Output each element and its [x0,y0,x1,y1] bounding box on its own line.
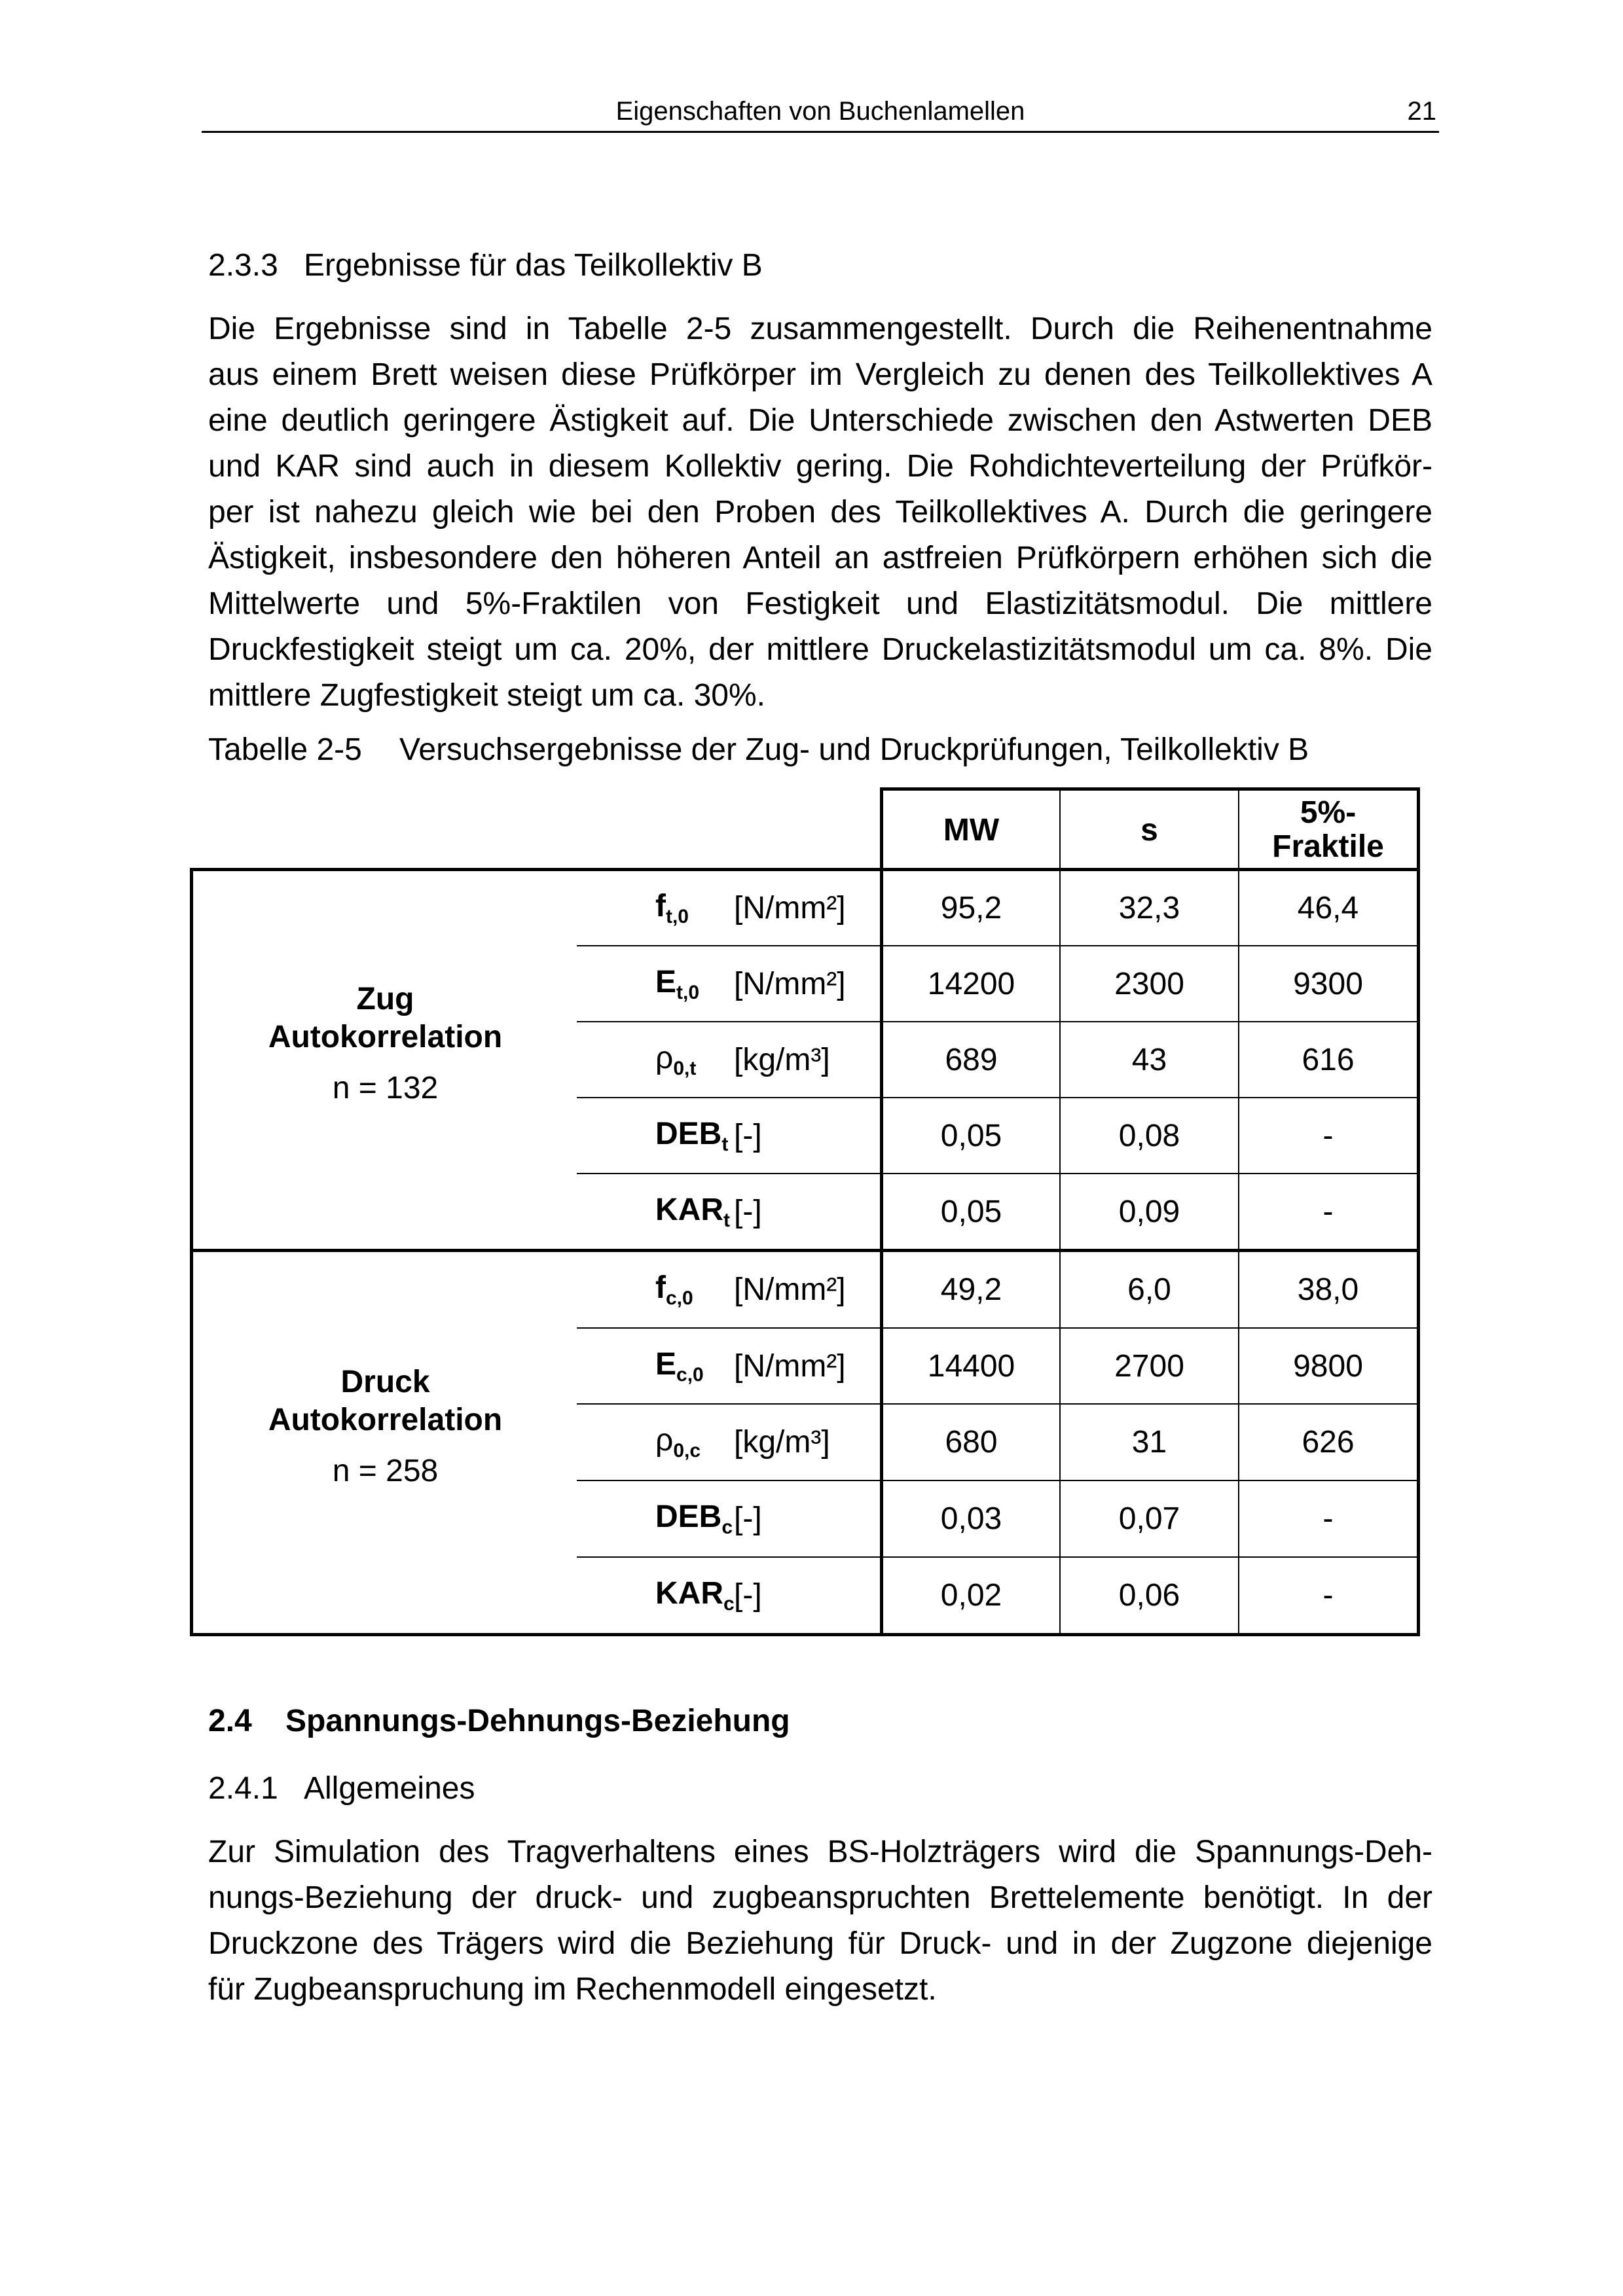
cell-s: 31 [1131,1425,1167,1460]
cell-mw: 49,2 [940,1272,1002,1307]
cell-mw: 0,03 [940,1501,1002,1536]
cell-s: 0,07 [1118,1501,1180,1536]
group-subtitle: Autokorrelation [268,1403,503,1437]
paragraph-line: Zur Simulation des Tragverhaltens eines BS-Holzträgers wird die Spannungs-Deh- [208,1835,1432,1869]
group-name: Zug [356,982,414,1016]
column-header-s: s [1140,812,1158,848]
group-sample-size: n = 132 [332,1071,439,1105]
cell-fractile: - [1322,1194,1334,1229]
group-label-compression [194,1363,577,1490]
paragraph-line: Ästigkeit, insbesondere den höheren Anteil an astfreien Prüfkörpern erhöhen sich die [208,541,1432,575]
row-symbol: $\rho_{0,c}$ [655,1423,701,1462]
cell-mw: 0,05 [940,1118,1002,1153]
paragraph-line: per ist nahezu gleich wie bei den Proben des Teilkollektives A. Durch die geringere [208,495,1432,529]
subsection-title: Ergebnisse für das Teilkollektiv B [304,248,763,283]
cell-mw: 0,02 [940,1578,1002,1613]
row-symbol: $DEB_c$ [655,1499,733,1538]
table-caption-number: Tabelle 2-5 [208,732,362,767]
group-name: Druck [340,1365,430,1399]
row-unit: [kg/m³] [734,1042,830,1077]
paragraph-line: mittlere Zugfestigkeit steigt um ca. 30%. [208,678,766,713]
row-unit: [N/mm²] [734,1272,846,1307]
section-heading-2-4 [208,1703,790,1739]
cell-s: 0,08 [1118,1118,1180,1153]
cell-mw: 14400 [927,1348,1015,1384]
row-symbol: $KAR_c$ [655,1576,735,1615]
cell-mw: 0,05 [940,1194,1002,1229]
row-unit: [-] [734,1194,762,1229]
cell-s: 6,0 [1127,1272,1171,1307]
cell-mw: 95,2 [940,891,1002,925]
cell-mw: 689 [945,1042,998,1077]
row-unit: [N/mm²] [734,966,846,1001]
group-subtitle: Autokorrelation [268,1020,503,1054]
paragraph-line: und KAR sind auch in diesem Kollektiv gering. Die Rohdichteverteilung der Prüfkör- [208,449,1432,484]
row-symbol: $KAR_t$ [655,1192,730,1231]
cell-fractile: 38,0 [1297,1272,1359,1307]
column-header-fractile [1239,791,1417,869]
cell-s: 0,06 [1118,1578,1180,1613]
row-unit: [N/mm²] [734,891,846,925]
group-label-tension [194,980,577,1107]
section-number: 2.4 [208,1704,252,1738]
row-symbol: $f_{c,0}$ [655,1270,693,1309]
row-symbol: $E_{c,0}$ [655,1346,704,1386]
cell-s: 32,3 [1118,891,1180,925]
row-symbol: $\rho_{0,t}$ [655,1040,697,1079]
cell-fractile: - [1322,1118,1334,1153]
cell-mw: 680 [945,1425,998,1460]
group-sample-size: n = 258 [332,1454,439,1488]
paragraph-line: Druckfestigkeit steigt um ca. 20%, der mittlere Druckelastizitätsmodul um ca. 8%. Die [208,632,1432,667]
row-unit: [-] [734,1578,762,1613]
section-title: Spannungs-Dehnungs-Beziehung [285,1704,790,1738]
cell-fractile: - [1322,1578,1334,1613]
subsection-number: 2.3.3 [208,248,278,283]
cell-fractile: 9300 [1293,966,1363,1001]
subsection-heading-2-4-1 [208,1770,475,1806]
row-symbol: $f_{t,0}$ [655,889,689,927]
cell-s: 2300 [1114,966,1184,1001]
subsection-title: Allgemeines [304,1771,475,1806]
paragraph-line: Mittelwerte und 5%-Fraktilen von Festigkeit und Elastizitätsmodul. Die mittlere [208,586,1432,621]
paragraph-line: eine deutlich geringere Ästigkeit auf. Die Unterschiede zwischen den Astwerten DEB [208,403,1432,438]
paragraph-line: Druckzone des Trägers wird die Beziehung für Druck- und in der Zugzone diejenige [208,1926,1432,1961]
cell-s: 43 [1131,1042,1167,1077]
column-header-mw: MW [943,812,1000,848]
row-unit: [-] [734,1501,762,1536]
paragraph-line: für Zugbeanspruchung im Rechenmodell eingesetzt. [208,1972,937,2007]
row-unit: [-] [734,1118,762,1153]
header-title: Eigenschaften von Buchenlamellen [615,97,1025,126]
paragraph-line: aus einem Brett weisen diese Prüfkörper im Vergleich zu denen des Teilkollektives A [208,357,1432,392]
cell-fractile: 616 [1302,1042,1355,1077]
page-number: 21 [1407,97,1436,126]
cell-fractile: - [1322,1501,1334,1536]
row-unit: [N/mm²] [734,1348,846,1384]
cell-fractile: 9800 [1293,1348,1363,1384]
subsection-number: 2.4.1 [208,1771,278,1806]
cell-fractile: 626 [1302,1425,1355,1460]
paragraph-general [208,1829,1432,2013]
paragraph-line: nungs-Beziehung der druck- und zugbeanspruchten Brettelemente benötigt. In der [208,1880,1432,1915]
cell-s: 0,09 [1118,1194,1180,1229]
row-symbol: $E_{t,0}$ [655,964,700,1003]
column-header-fractile-line2: Fraktile [1272,829,1384,864]
row-symbol: $DEB_t$ [655,1116,729,1155]
row-unit: [kg/m³] [734,1425,830,1460]
table-caption-text: Versuchsergebnisse der Zug- und Druckprüfungen, Teilkollektiv B [399,732,1309,767]
cell-mw: 14200 [927,966,1015,1001]
paragraph-line: Die Ergebnisse sind in Tabelle 2-5 zusammengestellt. Durch die Reihenentnahme [208,312,1432,346]
cell-fractile: 46,4 [1297,891,1359,925]
cell-s: 2700 [1114,1348,1184,1384]
column-header-fractile-line1: 5%- [1300,795,1357,830]
